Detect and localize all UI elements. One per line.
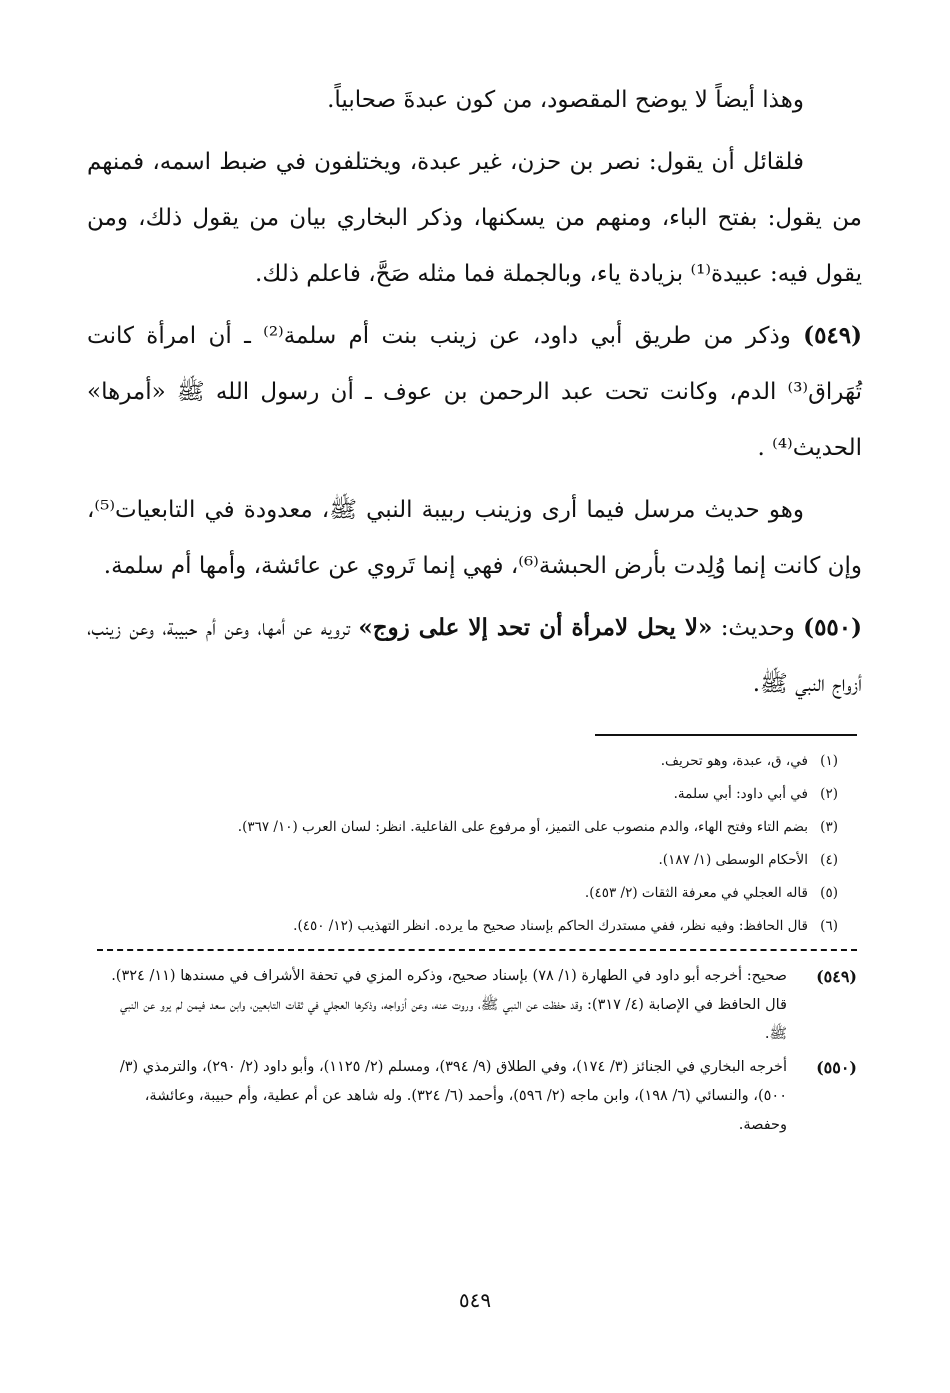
page-number: ٥٤٩ — [458, 1288, 492, 1312]
takhrij-notes — [107, 962, 857, 1144]
hadith-550-pre: وحديث: — [720, 615, 795, 641]
takhrij-550 — [107, 1053, 857, 1140]
footnote: (٣)بضم التاء وفتح الهاء، والدم منصوب على التميز، أو مرفوع على الفاعلية. انظر: لسان العرب (١٠/ ٣٦٧). — [237, 819, 838, 835]
paragraph-intro: وهذا أيضاً لا يوضح المقصود، من كون عبدةَ صحابياً. — [327, 87, 804, 113]
paragraph-mursal: وهو حديث مرسل فيما أرى وزينب ربيبة النبي ﷺ، معدودة في التابعيات⁽⁵⁾، وإن كانت إنما وُلِدت بأرض الحبشة⁽⁶⁾، فهي إنما تَروي عن عائشة، وأمها أم سلمة. — [87, 497, 862, 579]
footnote-separator — [595, 734, 857, 736]
footnote: (٦)قال الحافظ: وفيه نظر، ففي مستدرك الحاكم بإسناد صحيح ما يرده. انظر التهذيب (١٢/ ٤٥٠). — [293, 918, 838, 934]
footnote: (٥)قاله العجلي في معرفة الثقات (٢/ ٤٥٣). — [584, 885, 838, 901]
takhrij-549-comment: قال الحافظ في الإصابة (٤/ ٣١٧): وقد حفظت عن النبي ﷺ، وروت عنه، وعن أزواجه، وذكرها العجلي في ثقات التابعين، وابن سعد فيمن لم يرو عن النبي ﷺ. — [120, 997, 787, 1042]
hadith-549-text: وذكر من طريق أبي داود، عن زينب بنت أم سلمة⁽²⁾ ـ أن امرأة كانت تُهَراق⁽³⁾ الدم، وكانت تحت عبد الرحمن بن عوف ـ أن رسول الله ﷺ «أمرها» الحديث⁽⁴⁾ . — [87, 323, 862, 461]
footnote: (١)في، ق، عبدة، وهو تحريف. — [660, 753, 838, 769]
main-text — [87, 72, 862, 712]
footnote: (٤)الأحكام الوسطى (١/ ١٨٧). — [658, 852, 838, 868]
hadith-550-quote: «لا يحل لامرأة أن تحد إلا على زوج» — [358, 614, 713, 641]
hadith-550-post: ترويه عن أمها، وعن أم حبيبة، وعن زينب، أزواج النبي ﷺ. — [87, 615, 862, 697]
takhrij-number-549: (٥٤٩) — [816, 967, 857, 986]
hadith-550 — [87, 600, 862, 712]
footnotes — [118, 750, 838, 948]
hadith-549 — [87, 308, 862, 476]
takhrij-550-source: أخرجه البخاري في الجنائز (٣/ ١٧٤)، وفي الطلاق (٩/ ٣٩٤)، ومسلم (٢/ ١١٢٥)، وأبو داود (٢/ ٢٩٠)، والترمذي (٣/ ٥٠٠)، والنسائي (٦/ ١٩٨)، وابن ماجه (٢/ ٥٩٦)، وأحمد (٦/ ٣٢٤). وله شاهد عن أم عطية، وأم حبيبة، وعائشة، وحفصة. — [119, 1059, 787, 1133]
paragraph-qail: فلقائل أن يقول: نصر بن حزن، غير عبدة، ويختلفون في ضبط اسمه، فمنهم من يقول: بفتح الباء، ومنهم من يسكنها، وذكر البخاري بيان من يقول ذلك، ومن يقول فيه: عبيدة⁽¹⁾ بزيادة ياء، وبالجملة فما مثله صَحَّ، فاعلم ذلك. — [87, 149, 862, 287]
footnote: (٢)في أبي داود: أبي سلمة. — [673, 786, 838, 802]
takhrij-separator — [97, 949, 857, 951]
hadith-number-550: (٥٥٠) — [803, 614, 863, 641]
hadith-number-549: (٥٤٩) — [803, 322, 863, 349]
takhrij-549-source: صحيح: أخرجه أبو داود في الطهارة (١/ ٧٨) بإسناد صحيح، وذكره المزي في تحفة الأشراف في مسندها (١١/ ٣٢٤). — [111, 968, 787, 984]
takhrij-number-550: (٥٥٠) — [816, 1058, 857, 1077]
takhrij-549 — [107, 962, 857, 1049]
